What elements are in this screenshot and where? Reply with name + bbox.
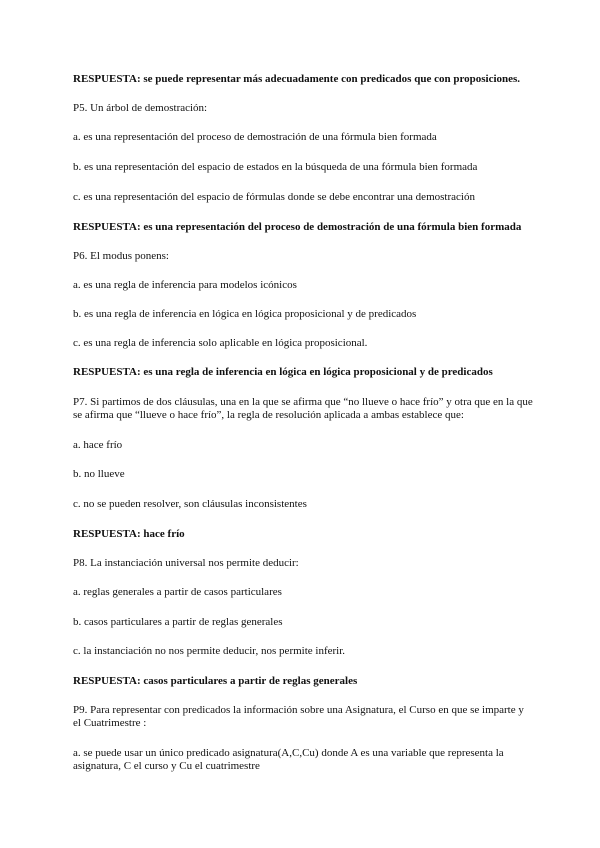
option-p6-b: b. es una regla de inferencia en lógica en lógica proposicional y de predicados — [73, 308, 417, 320]
option-p7-c: c. no se pueden resolver, son cláusulas inconsistentes — [73, 498, 307, 510]
option-p5-a: a. es una representación del proceso de demostración de una fórmula bien formada — [73, 131, 437, 143]
question-p5: P5. Un árbol de demostración: — [73, 102, 208, 114]
option-p5-c: c. es una representación del espacio de fórmulas donde se debe encontrar una demostración — [73, 191, 475, 203]
option-p6-c: c. es una regla de inferencia solo aplicable en lógica proposicional. — [73, 337, 368, 349]
option-p7-b: b. no llueve — [73, 468, 125, 480]
answer-p5: RESPUESTA: es una representación del proceso de demostración de una fórmula bien formada — [73, 221, 522, 233]
option-p8-b: b. casos particulares a partir de reglas generales — [73, 616, 283, 628]
answer-p7: RESPUESTA: hace frío — [73, 528, 185, 540]
question-p6: P6. El modus ponens: — [73, 250, 169, 262]
answer-p8: RESPUESTA: casos particulares a partir de reglas generales — [73, 675, 358, 687]
option-p6-a: a. es una regla de inferencia para modelos icónicos — [73, 279, 297, 291]
option-p8-a: a. reglas generales a partir de casos particulares — [73, 586, 282, 598]
answer-p6: RESPUESTA: es una regla de inferencia en lógica en lógica proposicional y de predicados — [73, 366, 493, 378]
question-p9: P9. Para representar con predicados la información sobre una Asignatura, el Curso en que se imparte y el Cuatrimestre : — [73, 704, 524, 729]
option-p9-a: a. se puede usar un único predicado asignatura(A,C,Cu) donde A es una variable que representa la asignatura, C el curso y Cu el cuatrimestre — [73, 747, 504, 772]
option-p7-a: a. hace frío — [73, 439, 123, 451]
option-p8-c: c. la instanciación no nos permite deducir, nos permite inferir. — [73, 645, 346, 657]
question-p7: P7. Si partimos de dos cláusulas, una en la que se afirma que “no llueve o hace frío” y otra que en la que se afirma que “llueve o hace frío”, la regla de resolución aplicada a ambas establece que: — [73, 396, 533, 421]
answer-previous: RESPUESTA: se puede representar más adecuadamente con predicados que con proposiciones. — [73, 73, 521, 85]
option-p5-b: b. es una representación del espacio de estados en la búsqueda de una fórmula bien formada — [73, 161, 478, 173]
question-p8: P8. La instanciación universal nos permite deducir: — [73, 557, 299, 569]
